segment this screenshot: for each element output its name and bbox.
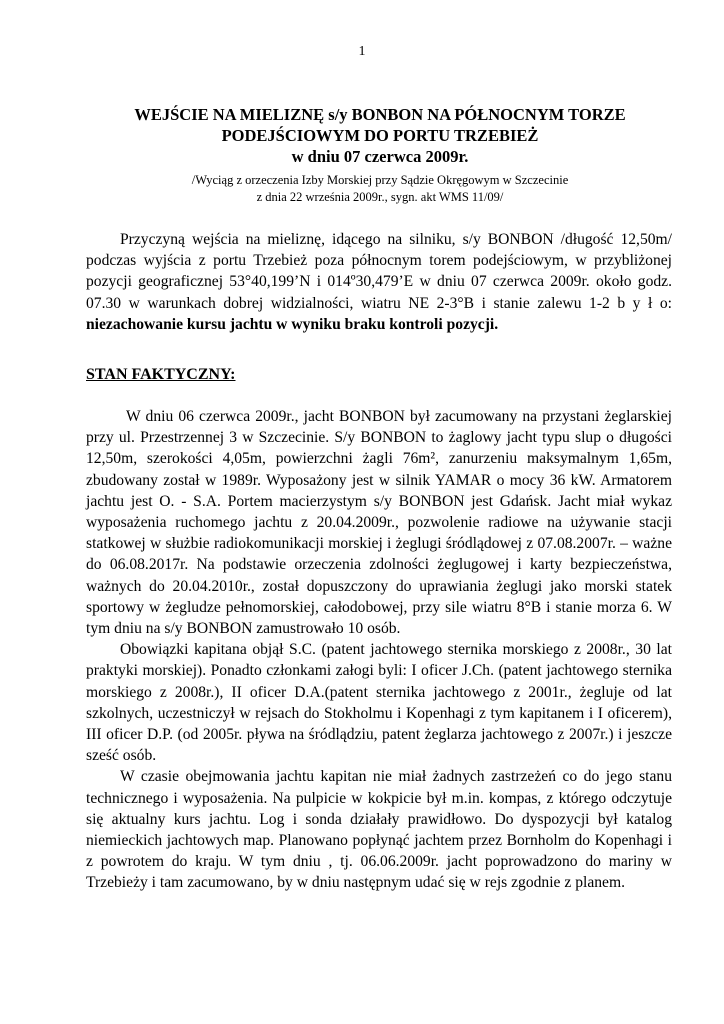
page-number: 1	[358, 44, 366, 59]
document-title	[100, 104, 660, 167]
title-line-3: w dniu 07 czerwca 2009r.	[291, 147, 469, 166]
intro-text: Przyczyną wejścia na mieliznę, idącego na silniku, s/y BONBON /długość 12,50m/ podczas wyjścia z portu Trzebież poza północnym torem podejściowym, w przybliżonej pozycji geograficznej 53°40,199’N i 014º30,479’E w dniu 07 czerwca 2009r. około godz. 07.30 w warunkach dobrej widzialności, wiatru NE 2-3°B i stanie zalewu 1-2	[86, 231, 672, 312]
intro-spaced-word: b y ł o	[617, 294, 668, 312]
subtitle-line-1: /Wyciąg z orzeczenia Izby Morskiej przy Sądzie Okręgowym w Szczecinie	[191, 173, 569, 187]
facts-paragraph-1: W dniu 06 czerwca 2009r., jacht BONBON był zacumowany na przystani żeglarskiej przy ul. Przestrzennej 3 w Szczecinie. S/y BONBON to żaglowy jacht typu slup o długości 12,50m, szerokości 4,05m, powierzchni żagli 76m², zanurzeniu maksymalnym 1,65m, zbudowany został w 1989r. Wyposażony jest w silnik YAMAR o mocy 36 kW. Armatorem jachtu jest O. - S.A. Portem macierzystym s/y BONBON jest Gdańsk. Jacht miał wykaz wyposażenia ruchomego jachtu z 20.04.2009r., pozwolenie radiowe na używanie stacji statkowej w służbie radiokomunikacji morskiej i żeglugi śródlądowej z 07.08.2007r. – ważne do 06.08.2017r. Na podstawie orzeczenia zdolności żeglugowej i karty bezpieczeństwa, ważnych do 20.04.2010r., został dopuszczony do uprawiania żeglugi jako morski statek sportowy w żegludze pełnomorskiej, całodobowej, przy sile wiatru 8°B i stanie morza 6. W tym dniu na s/y BONBON zamustrowało 10 osób.	[86, 408, 672, 638]
title-line-1: WEJŚCIE NA MIELIZNĘ s/y BONBON NA PÓŁNOCNYM TORZE	[134, 105, 626, 124]
section-heading: STAN FAKTYCZNY:	[86, 366, 236, 383]
title-line-2: PODEJŚCIOWYM DO PORTU TRZEBIEŻ	[221, 126, 539, 145]
intro-colon: :	[667, 294, 672, 312]
intro-paragraph	[86, 229, 672, 335]
facts-paragraph-2: Obowiązki kapitana objął S.C. (patent jachtowego sternika morskiego z 2008r., 30 lat praktyki morskiej). Ponadto członkami załogi byli: I oficer J.Ch. (patent jachtowego sternika morskiego z 2008r.), II oficer D.A.(patent sternika jachtowego z 2001r., żegluje od lat szkolnych, uczestniczył w rejsach do Stokholmu i Kopenhagi z tym kapitanem i I oficerem), III oficer D.P. (od 2005r. pływa na śródlądziu, patent żeglarza jachtowego z 2007r.) i jeszcze sześć osób.	[86, 641, 672, 765]
facts-paragraph-3: W czasie obejmowania jachtu kapitan nie miał żadnych zastrzeżeń co do jego stanu technicznego i wyposażenia. Na pulpicie w kokpicie był m.in. kompas, z którego odczytuje się aktualny kurs jachtu. Log i sonda działały prawidłowo. Do dyspozycji był katalog niemieckich jachtowych map. Planowano popłynąć jachtem przez Bornholm do Kopenhagi i z powrotem do kraju. W tym dniu , tj. 06.06.2009r. jacht poprowadzono do mariny w Trzebieży i tam zacumowano, by w dniu następnym udać się w rejs zgodnie z planem.	[86, 768, 672, 892]
subtitle-line-2: z dnia 22 września 2009r., sygn. akt WMS 11/09/	[256, 190, 504, 204]
intro-section	[86, 229, 672, 335]
document-subtitle	[150, 172, 610, 206]
facts-section	[86, 406, 672, 894]
intro-conclusion: niezachowanie kursu jachtu w wyniku braku kontroli pozycji.	[86, 315, 499, 333]
